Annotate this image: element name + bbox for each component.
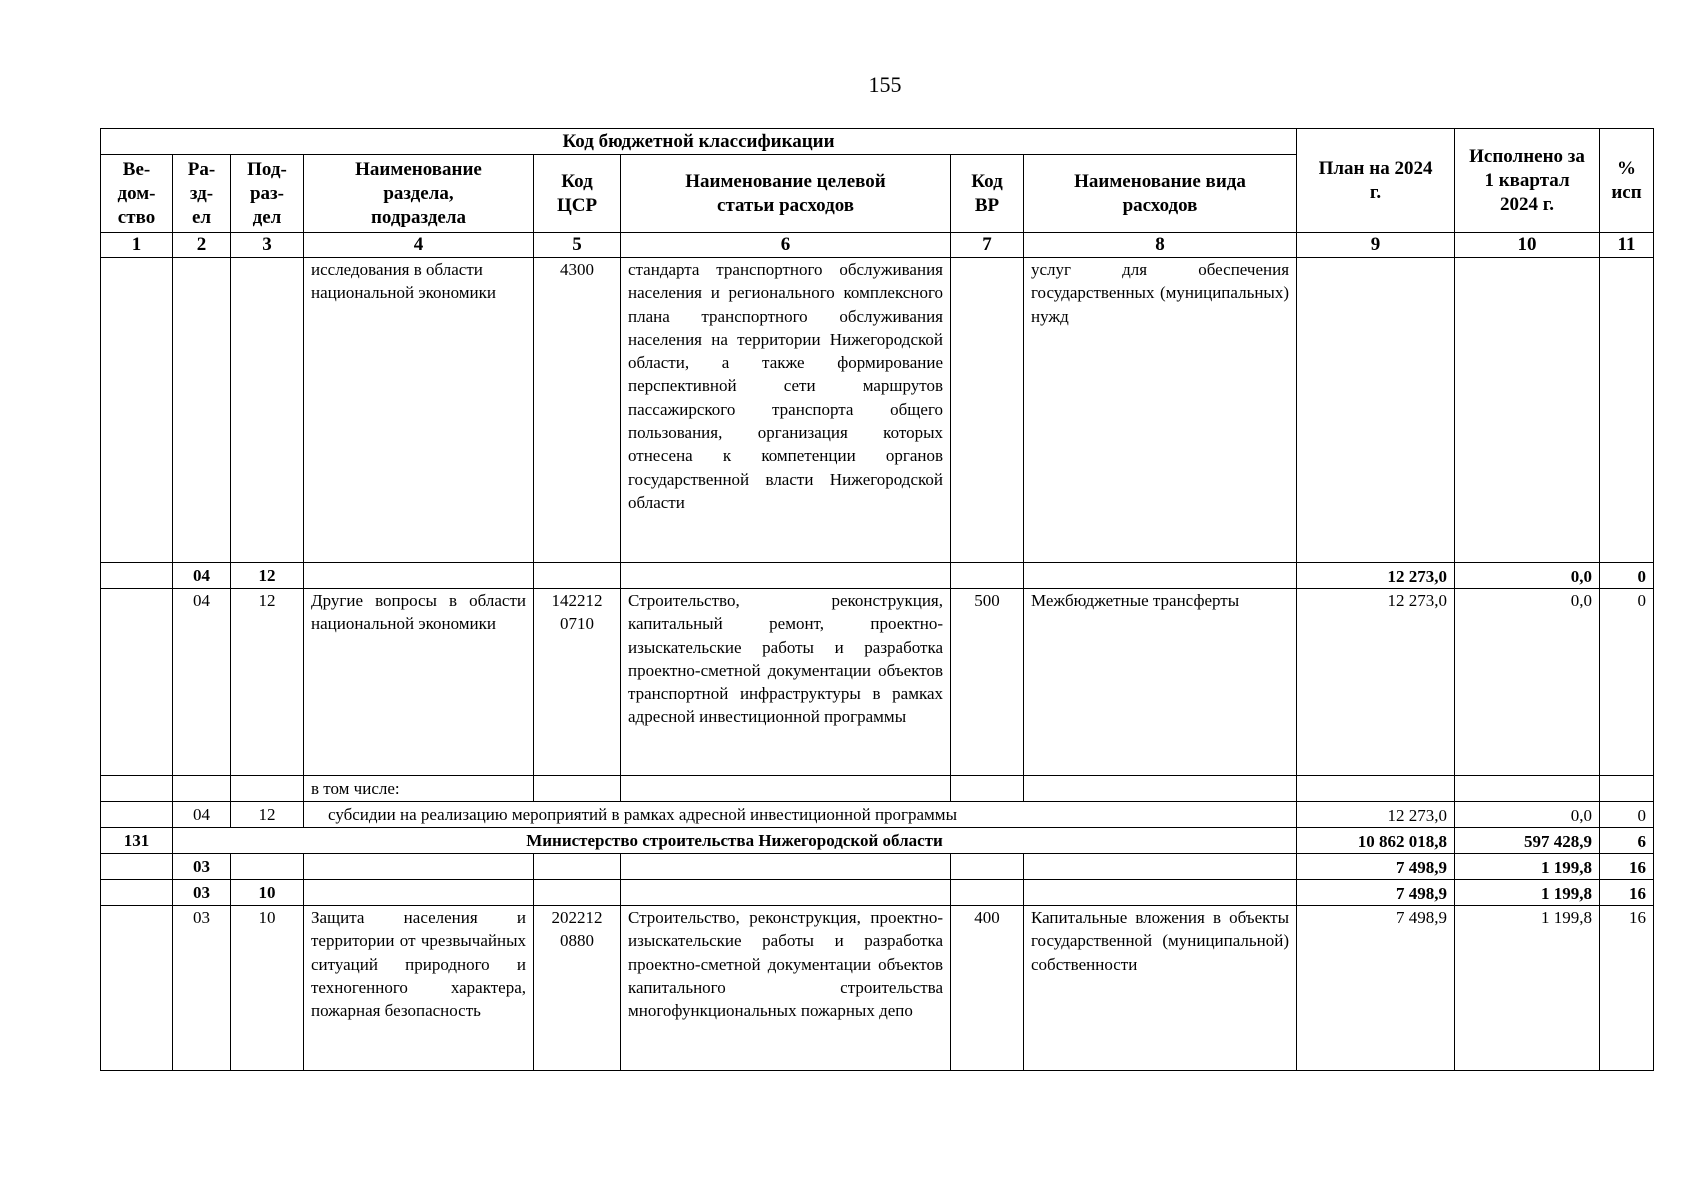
cell-razdel: 04 bbox=[173, 589, 231, 776]
cell-razdel: 04 bbox=[173, 802, 231, 828]
cell-podrazdel: 12 bbox=[231, 563, 304, 589]
header-budget-classification: Код бюджетной классификации bbox=[101, 129, 1297, 155]
col-number: 2 bbox=[173, 233, 231, 258]
cell-subsidy-text: субсидии на реализацию мероприятий в рамках адресной инвестиционной программы bbox=[304, 802, 1297, 828]
cell-kod-csr: 142212 0710 bbox=[534, 589, 621, 776]
cell-razdel: 03 bbox=[173, 880, 231, 906]
cell-percent: 0 bbox=[1600, 563, 1654, 589]
header-podrazdel: Под- раз- дел bbox=[231, 155, 304, 233]
cell-executed: 0,0 bbox=[1455, 563, 1600, 589]
cell-target: Строительство, реконструкция, капитальный ремонт, проектно-изыскательские работы и разработка проектно-сметной документации объектов транспортной инфраструктуры в рамках адресной инвестиционной программы bbox=[621, 589, 951, 776]
cell-executed: 0,0 bbox=[1455, 589, 1600, 776]
cell-including-label: в том числе: bbox=[304, 776, 534, 802]
col-number: 4 bbox=[304, 233, 534, 258]
cell-kod-vr: 400 bbox=[951, 906, 1024, 1071]
cell-podrazdel: 12 bbox=[231, 589, 304, 776]
header-plan: План на 2024 г. bbox=[1297, 129, 1455, 233]
cell-executed: 1 199,8 bbox=[1455, 880, 1600, 906]
header-vedomstvo: Ве- дом- ство bbox=[101, 155, 173, 233]
cell-podrazdel: 10 bbox=[231, 880, 304, 906]
table-row bbox=[101, 776, 1654, 802]
cell-plan: 7 498,9 bbox=[1297, 880, 1455, 906]
table-row bbox=[101, 802, 1654, 828]
col-number: 11 bbox=[1600, 233, 1654, 258]
cell-executed: 1 199,8 bbox=[1455, 906, 1600, 1071]
cell-vid: Межбюджетные трансферты bbox=[1024, 589, 1297, 776]
page-number: 155 bbox=[868, 72, 902, 97]
cell-plan: 12 273,0 bbox=[1297, 802, 1455, 828]
header-percent: % исп bbox=[1600, 129, 1654, 233]
cell-target: Строительство, реконструкция, проектно-изыскательские работы и разработка проектно-сметной документации объектов капитального строительства многофункциональных пожарных депо bbox=[621, 906, 951, 1071]
table-row bbox=[101, 906, 1654, 1071]
cell-kod-vr: 500 bbox=[951, 589, 1024, 776]
col-number: 3 bbox=[231, 233, 304, 258]
cell-name-razdel: Защита населения и территории от чрезвычайных ситуаций природного и техногенного характера, пожарная безопасность bbox=[304, 906, 534, 1071]
col-number: 6 bbox=[621, 233, 951, 258]
cell-executed: 1 199,8 bbox=[1455, 854, 1600, 880]
cell-vid: Капитальные вложения в объекты государственной (муниципальной) собственности bbox=[1024, 906, 1297, 1071]
header-numbers-row bbox=[101, 233, 1654, 258]
cell-plan: 12 273,0 bbox=[1297, 563, 1455, 589]
cell-plan: 7 498,9 bbox=[1297, 854, 1455, 880]
cell-plan: 10 862 018,8 bbox=[1297, 828, 1455, 854]
header-name-target: Наименование целевой статьи расходов bbox=[621, 155, 951, 233]
cell-razdel: 04 bbox=[173, 563, 231, 589]
col-number: 9 bbox=[1297, 233, 1455, 258]
table-row bbox=[101, 563, 1654, 589]
cell-ministry-name: Министерство строительства Нижегородской области bbox=[173, 828, 1297, 854]
header-kod-csr: Код ЦСР bbox=[534, 155, 621, 233]
table-row bbox=[101, 880, 1654, 906]
cell-percent: 0 bbox=[1600, 589, 1654, 776]
table-row bbox=[101, 854, 1654, 880]
cell-percent: 16 bbox=[1600, 906, 1654, 1071]
header-executed: Исполнено за 1 квартал 2024 г. bbox=[1455, 129, 1600, 233]
cell-target: стандарта транспортного обслуживания населения и регионального комплексного плана транспортного обслуживания населения на территории Нижегородской области, а также формирование перспективной сети маршрутов пассажирского транспорта общего пользования, организация которых отнесена к компетенции органов государственной власти Нижегородской области bbox=[621, 258, 951, 563]
cell-percent: 16 bbox=[1600, 854, 1654, 880]
col-number: 8 bbox=[1024, 233, 1297, 258]
header-name-razdel: Наименование раздела, подраздела bbox=[304, 155, 534, 233]
cell-executed: 597 428,9 bbox=[1455, 828, 1600, 854]
cell-plan: 12 273,0 bbox=[1297, 589, 1455, 776]
cell-executed: 0,0 bbox=[1455, 802, 1600, 828]
cell-vid: услуг для обеспечения государственных (муниципальных) нужд bbox=[1024, 258, 1297, 563]
cell-vedomstvo: 131 bbox=[101, 828, 173, 854]
cell-percent: 16 bbox=[1600, 880, 1654, 906]
table-row bbox=[101, 828, 1654, 854]
col-number: 5 bbox=[534, 233, 621, 258]
cell-razdel: 03 bbox=[173, 854, 231, 880]
cell-percent: 0 bbox=[1600, 802, 1654, 828]
col-number: 1 bbox=[101, 233, 173, 258]
cell-plan: 7 498,9 bbox=[1297, 906, 1455, 1071]
cell-kod-csr: 4300 bbox=[534, 258, 621, 563]
cell-razdel: 03 bbox=[173, 906, 231, 1071]
cell-podrazdel: 10 bbox=[231, 906, 304, 1071]
budget-table bbox=[100, 128, 1654, 1071]
col-number: 10 bbox=[1455, 233, 1600, 258]
cell-name-razdel: исследования в области национальной экономики bbox=[304, 258, 534, 563]
cell-name-razdel: Другие вопросы в области национальной экономики bbox=[304, 589, 534, 776]
header-kod-vr: Код ВР bbox=[951, 155, 1024, 233]
header-group-row bbox=[101, 129, 1654, 155]
table-row bbox=[101, 589, 1654, 776]
cell-podrazdel: 12 bbox=[231, 802, 304, 828]
col-number: 7 bbox=[951, 233, 1024, 258]
header-razdel: Ра- зд- ел bbox=[173, 155, 231, 233]
cell-percent: 6 bbox=[1600, 828, 1654, 854]
cell-kod-csr: 202212 0880 bbox=[534, 906, 621, 1071]
header-name-vid: Наименование вида расходов bbox=[1024, 155, 1297, 233]
table-row bbox=[101, 258, 1654, 563]
